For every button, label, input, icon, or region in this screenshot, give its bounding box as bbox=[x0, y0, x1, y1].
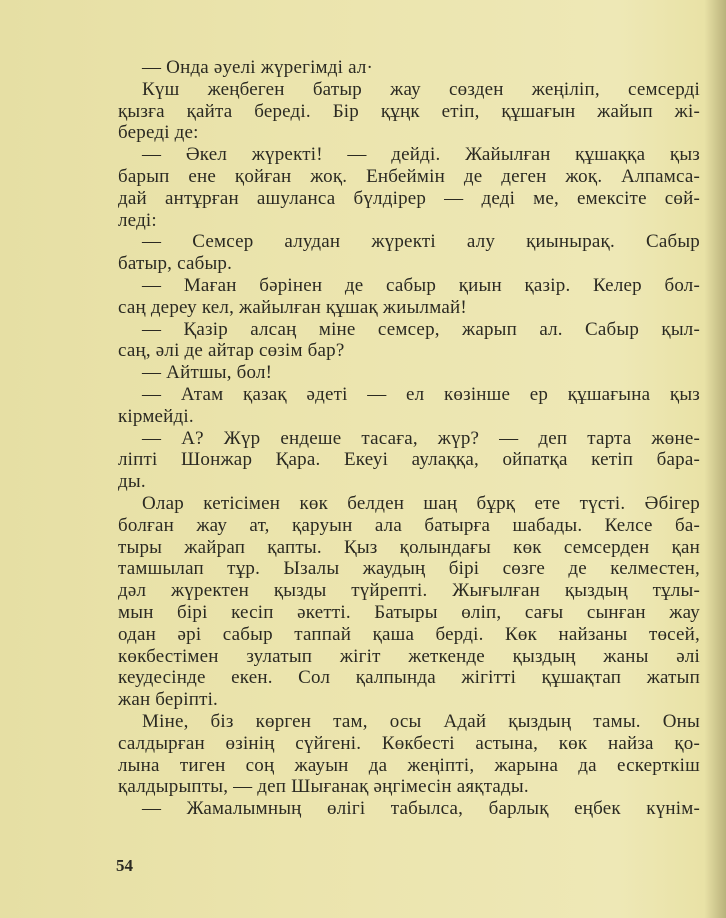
text-line: ліпті Шонжар Қара. Екеуі аулаққа, ойпатқа кетіп бара- bbox=[118, 449, 700, 471]
text-line: батыр, сабыр. bbox=[118, 253, 233, 275]
text-line: болған жау ат, қаруын ала батырға шабады. Келсе ба- bbox=[118, 514, 700, 536]
text-line: — Айтшы, бол! bbox=[142, 362, 273, 384]
text-line: барып ене қойған жоқ. Енбеймін де деген жоқ. Алпамса- bbox=[118, 165, 700, 187]
text-line: қызға қайта береді. Бір құңк етіп, құшағын жайып жі- bbox=[118, 100, 700, 122]
text-line: тамшылап тұр. Ызалы жаудың бірі сөзге де келместен, bbox=[118, 558, 700, 580]
text-line: — Атам қазақ әдеті — ел көзінше ер құшағына қыз bbox=[142, 383, 700, 405]
text-line: — Онда әуелі жүрегімді ал· bbox=[142, 57, 374, 78]
text-line: — Жамалымның өлігі табылса, барлық еңбек күнім- bbox=[142, 798, 700, 820]
text-line: Олар кетісімен көк белден шаң бұрқ ете түсті. Әбігер bbox=[142, 492, 700, 514]
text-line: — Әкел жүректі! — дейді. Жайылған құшаққа қыз bbox=[142, 144, 700, 166]
text-line: ды. bbox=[118, 471, 146, 493]
text-line: дәл жүректен қызды түйрепті. Жығылған қыздың тұлы- bbox=[118, 580, 700, 602]
text-line: кеудесінде екен. Сол қалпында жігітті құшақтап жатып bbox=[118, 667, 700, 689]
text-line: салдырған өзінің сүйгені. Көкбесті астына, көк найза қо- bbox=[118, 732, 700, 754]
text-line: — Семсер алудан жүректі алу қиынырақ. Сабыр bbox=[142, 231, 700, 253]
page-number: 54 bbox=[116, 856, 133, 875]
text-line: береді де: bbox=[118, 122, 199, 144]
text-line: тыры жайрап қапты. Қыз қолындағы көк семсерден қан bbox=[118, 536, 700, 558]
text-line: Міне, біз көрген там, осы Адай қыздың тамы. Оны bbox=[142, 710, 700, 732]
text-line: лына тиген соң жауын да жеңіпті, жарына да ескерткіш bbox=[118, 754, 700, 776]
body-text bbox=[118, 57, 700, 820]
text-line: дай антұрған ашуланса бүлдірер — деді ме, емексіте сөй- bbox=[118, 187, 700, 209]
text-line: — Қазір алсаң міне семсер, жарып ал. Сабыр қыл- bbox=[142, 318, 700, 340]
text-line: — А? Жүр ендеше тасаға, жүр? — деп тарта жөне- bbox=[142, 427, 700, 449]
text-line: леді: bbox=[118, 209, 157, 231]
text-line: мын бірі кесіп әкетті. Батыры өліп, сағы сынған жау bbox=[118, 601, 700, 623]
text-line: Күш жеңбеген батыр жау сөзден жеңіліп, семсерді bbox=[142, 78, 700, 100]
text-line: саң дереу кел, жайылған құшақ жиылмай! bbox=[118, 296, 467, 318]
text-line: — Маған бәрінен де сабыр қиын қазір. Келер бол- bbox=[142, 274, 700, 296]
text-line: көкбестімен зулатып жігіт жеткенде қыздың жаны әлі bbox=[118, 645, 700, 667]
text-line: жан беріпті. bbox=[118, 689, 219, 711]
text-line: саң, әлі де айтар сөзім бар? bbox=[118, 340, 345, 362]
text-line: одан әрі сабыр таппай қаша берді. Көк найзаны төсей, bbox=[118, 623, 700, 645]
text-line: қалдырыпты, — деп Шығанақ әңгімесін аяқтады. bbox=[118, 776, 529, 798]
text-line: кірмейді. bbox=[118, 405, 194, 427]
